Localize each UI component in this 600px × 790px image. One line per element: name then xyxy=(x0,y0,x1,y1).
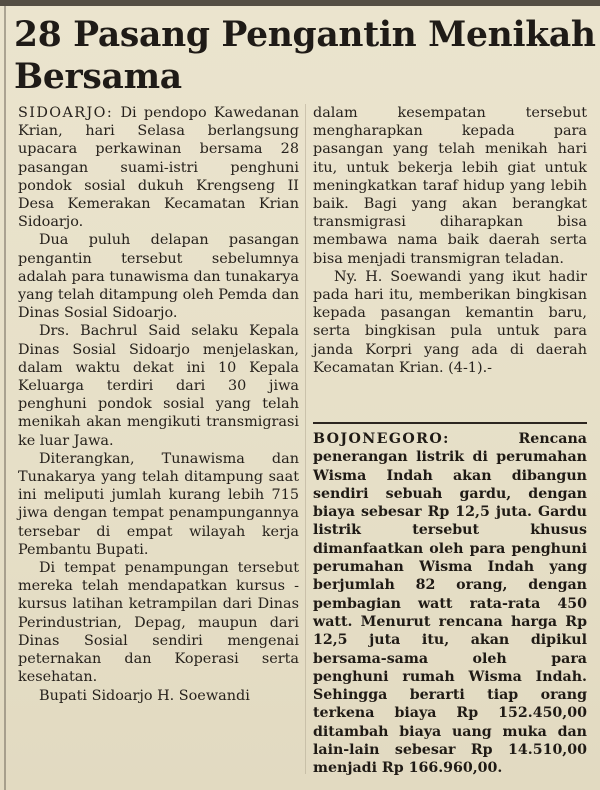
story1-dateline: SIDOARJO: xyxy=(18,105,114,121)
story1-paragraph: Ny. H. Soewandi yang ikut hadir pada hari itu, memberikan bingkisan kepada pasangan kemantin baru, serta bingkisan pula untuk para janda Korpri yang ada di daerah Kecamatan Krian. (4-1).- xyxy=(313,268,587,376)
story1-paragraph: Dua puluh delapan pasangan pengantin tersebut sebelumnya adalah para tunawisma dan tunakarya yang telah ditampung oleh Pemda dan Dinas Sosial Sidoarjo. xyxy=(18,232,299,322)
top-rule xyxy=(0,0,600,6)
story1-left-column xyxy=(18,104,299,705)
story-divider xyxy=(313,422,587,424)
story2-text: Rencana penerangan listrik di perumahan Wisma Indah akan dibangun sendiri sebuah gardu, dengan biaya sebesar Rp 12,5 juta. Gardu listrik tersebut khusus dimanfaatkan oleh para penghuni perumahan Wisma Indah yang berjumlah 82 orang, dengan pembagian watt rata-rata 450 watt. Menurut rencana harga Rp 12,5 juta itu, akan dipikul bersama-sama oleh para penghuni rumah Wisma Indah. Sehingga berarti tiap orang terkena biaya Rp 152.450,00 ditambah biaya uang muka dan lain-lain sebesar Rp 14.510,00 menjadi Rp 166.960,00. xyxy=(313,431,587,777)
story2 xyxy=(313,430,587,778)
story2-paragraph xyxy=(313,430,587,778)
story1-paragraph xyxy=(18,104,299,231)
story1-right-column xyxy=(313,104,587,377)
story2-dateline: BOJONEGORO: xyxy=(313,431,450,447)
story1-paragraph: Drs. Bachrul Said selaku Kepala Dinas Sosial Sidoarjo menjelaskan, dalam waktu dekat ini 10 Kepala Keluarga terdiri dari 30 jiwa penghuni pondok sosial yang telah menikah akan mengikuti transmigrasi ke luar Jawa. xyxy=(18,323,299,449)
clipping-edge xyxy=(4,6,6,790)
story1-paragraph: Diterangkan, Tunawisma dan Tunakarya yang telah ditampung saat ini meliputi jumlah kurang lebih 715 jiwa dengan tempat penampungannya tersebar di empat wilayah kerja Pembantu Bupati. xyxy=(18,450,299,558)
story1-paragraph: Bupati Sidoarjo H. Soewandi xyxy=(39,687,250,704)
story1-paragraph: Di tempat penampungan tersebut mereka telah mendapatkan kursus - kursus latihan ketrampilan dari Dinas Perindustrian, Depag, maupun dari Dinas Sosial sendiri mengenai peternakan dan Koperasi serta kesehatan. xyxy=(18,560,299,686)
headline xyxy=(14,14,596,98)
story1-lead: Di pendopo Kawedanan Krian, hari Selasa berlangsung upacara perkawinan bersama 28 pasangan suami-istri penghuni pondok sosial dukuh Krengseng II Desa Kemerakan Kecamatan Krian Sidoarjo. xyxy=(18,105,300,231)
headline-line-1: 28 Pasang Pengantin Menikah xyxy=(14,15,596,55)
story1-paragraph: dalam kesempatan tersebut mengharapkan kepada para pasangan yang telah menikah hari itu, untuk bekerja lebih giat untuk meningkatkan taraf hidup yang lebih baik. Bagi yang akan berangkat transmigrasi diharapkan bisa membawa nama baik daerah serta bisa menjadi transmigran teladan. xyxy=(313,105,587,267)
column-separator xyxy=(305,104,306,774)
headline-line-2: Bersama xyxy=(14,57,182,97)
